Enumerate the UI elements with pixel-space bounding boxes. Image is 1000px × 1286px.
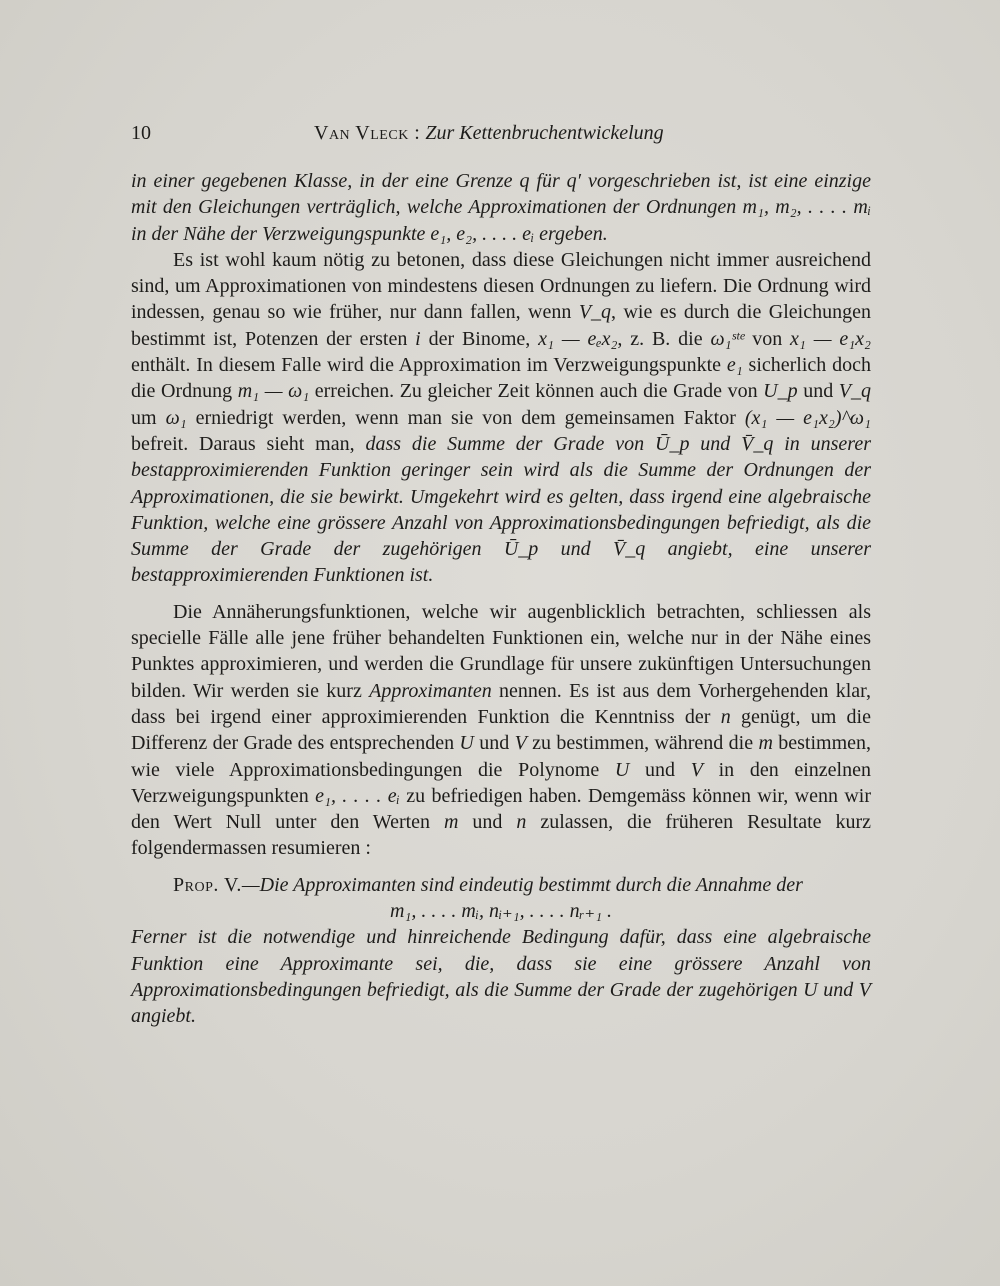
- math-run: (x₁ — e₁x₂)^ω₁: [744, 406, 871, 429]
- paragraph-4: Ferner ist die notwendige und hinreichende Bedingung dafür, dass eine algebraische Funktion eine Approximante sei, die, dass sie eine grössere Anzahl von Approximationsbedingungen befriedigt, als die Summe der Grade der zugehörigen U und V angiebt.: [131, 926, 871, 1028]
- text-run: zu bestimmen, während die: [526, 732, 759, 755]
- text-run: nennen. Es ist aus dem Vorhergehenden klar, dass bei irgend einer approximierenden Funktion die Kenntniss der: [131, 679, 871, 728]
- header-author: Van Vleck :: [314, 122, 421, 144]
- header-title: [314, 118, 664, 148]
- math-run: x₁ — e₁x₂: [790, 327, 871, 350]
- header-work: Zur Kettenbruchentwickelung: [425, 122, 664, 144]
- text-run: in einer gegebenen Klasse, in der eine Grenze q für q′ vorgeschrieben ist, ist eine einzige mit den Gleichungen verträglich, welche Approximationen der Ordnungen: [131, 170, 871, 219]
- text-run: von: [744, 327, 791, 350]
- text-run: , wie es durch die Gleichungen bestimmt ist, Potenzen der ersten: [131, 301, 871, 350]
- math-run: m: [444, 811, 459, 834]
- text-run: erniedrigt werden, wenn man sie von dem gemeinsamen Faktor: [186, 406, 745, 429]
- text-run: der Binome,: [420, 327, 539, 350]
- text-run: um: [131, 406, 166, 429]
- display-formula: m₁, . . . . mᵢ, nᵢ₊₁, . . . . nᵣ₊₁ .: [389, 900, 613, 923]
- italic-statement: dass die Summe der Grade von Ū_p und V̄_q in unserer bestapproximierenden Funktion geringer sein wird als die Summe der Ordnungen der Approximationen, die sie bewirkt. Umgekehrt wird es gelten, dass irgend eine algebraische Funktion, welche eine grössere Anzahl von Approximationsbedingungen befriedigt, als die Summe der Grade der zugehörigen Ū_p und V̄_q angiebt, eine unserer bestapproximierenden Funktionen ist.: [131, 432, 872, 587]
- math-run: m: [758, 732, 773, 755]
- text-run: sicherlich doch die Ordnung: [131, 354, 871, 403]
- text-run: in der Nähe der Verzweigungspunkte: [131, 222, 431, 245]
- paragraph-gap: [131, 862, 871, 872]
- math-run: n: [516, 811, 527, 834]
- text-run: erreichen. Zu gleicher Zeit können auch die Grade von: [309, 380, 764, 403]
- paragraph-1: [131, 168, 871, 247]
- math-run: U_p: [763, 380, 798, 403]
- math-run: e₁, e₂, . . . . eᵢ: [430, 222, 535, 245]
- text-run: Es ist wohl kaum nötig zu betonen, dass diese Gleichungen nicht immer ausreichend sind, um Approximationen von mindestens diesen Ordnungen zu liefern. Die Ordnung wird indessen, genau so wie früher, nur dann fallen, wenn: [131, 248, 871, 324]
- text-run: genügt, um die Differenz der Grade des entsprechenden: [131, 705, 871, 755]
- paragraph-gap: [131, 589, 871, 599]
- text-run: , z. B. die: [617, 327, 711, 350]
- proposition-label: Prop. V.: [173, 873, 242, 896]
- term-approximanten: Approximanten: [369, 679, 492, 702]
- text-run: und: [797, 380, 839, 403]
- text-run: Die Annäherungsfunktionen, welche wir augenblicklich betrachten, schliessen als specielle Fälle alle jene früher behandelten Funktionen ein, welche nur in der Nähe eines Punktes approximieren, und werden die Grundlage für unsere zukünftigen Untersuchungen bilden. Wir werden sie kurz: [131, 600, 871, 702]
- text-run: zu befriedigen haben. Demgemäss können wir, wenn wir den Wert Null unter den Werten: [131, 784, 872, 834]
- paragraph-3: [131, 599, 871, 862]
- running-head: [131, 118, 871, 148]
- math-run: ω₁: [165, 406, 187, 429]
- text-run: enthält. In diesem Falle wird die Approximation im Verzweigungspunkte: [131, 354, 727, 377]
- text-run: in den einzelnen Verzweigungspunkten: [131, 758, 871, 807]
- text-run: und: [473, 732, 515, 755]
- math-run: U: [459, 732, 474, 755]
- proposition: [131, 872, 871, 898]
- math-run: i: [415, 327, 421, 350]
- math-run: U: [614, 758, 630, 781]
- math-run: x₁ — eₑx₂: [538, 327, 618, 350]
- math-run: ω₁ˢᵗᵉ: [710, 327, 745, 350]
- paragraph-2: [131, 247, 871, 589]
- text-run: und: [458, 811, 517, 834]
- math-run: V: [514, 732, 527, 755]
- math-run: e₁: [726, 354, 743, 377]
- page-number: 10: [131, 122, 151, 144]
- math-run: V_q: [578, 301, 612, 324]
- text-run: ergeben.: [534, 222, 608, 245]
- body-text: [131, 168, 871, 1030]
- math-run: V_q: [838, 380, 871, 403]
- text-run: und: [629, 758, 691, 781]
- math-run: e₁, . . . . eᵢ: [315, 784, 400, 807]
- math-run: n: [720, 705, 731, 728]
- text-run: befreit. Daraus sieht man,: [131, 432, 366, 455]
- text-run: bestimmen, wie viele Approximationsbedingungen die Polynome: [131, 732, 871, 781]
- proposition-text: —Die Approximanten sind eindeutig bestimmt durch die Annahme der: [241, 873, 803, 896]
- math-run: m₁ — ω₁: [237, 380, 310, 403]
- math-run: V: [690, 758, 703, 781]
- text-run: zulassen, die früheren Resultate kurz folgendermassen resumieren :: [131, 811, 872, 860]
- math-run: m₁, m₂, . . . . mᵢ: [742, 196, 871, 219]
